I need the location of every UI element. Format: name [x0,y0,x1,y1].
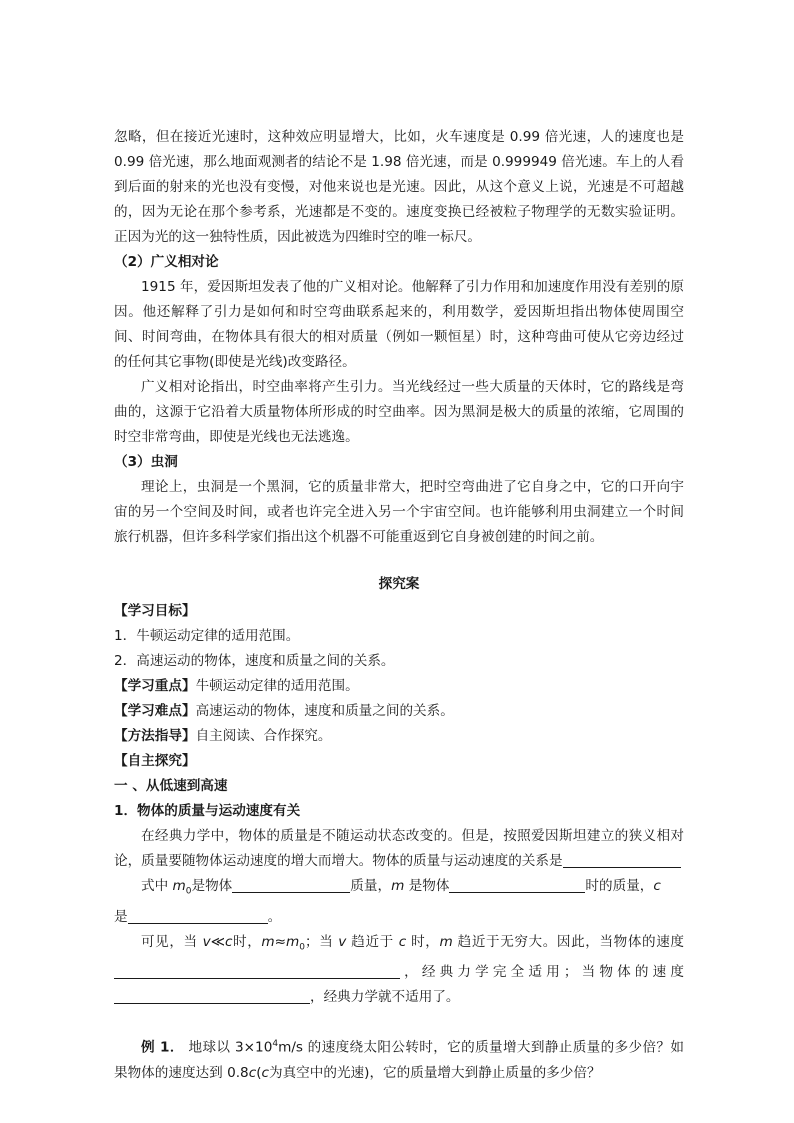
fill-text: 式中 [141,878,173,894]
example-text: 地球以 3×10 [183,1039,273,1056]
answer-blank-rest[interactable] [232,876,350,893]
condition-paragraph [114,930,684,1011]
example-text: 为真空中的光速)，它的质量增大到静止质量的多少倍？ [268,1064,601,1081]
example-text: m/s 的速度绕太阳公转时，它的质量增大到静止质量的多少倍？如果物体的速度达到 0.8 [114,1039,684,1081]
general-relativity-paragraph-1: 1915 年，爱因斯坦发表了他的广义相对论。他解释了引力作用和加速度作用没有差别的原因。他还解释了引力是如何和时空弯曲联系起来的，利用数学，爱因斯坦指出物体使周围空间、时间弯曲，在物体具有很大的相对质量（例如一颗恒星）时，这种弯曲可使从它旁边经过的任何其它事物(即使是光线)改变路径。 [114,279,684,370]
key-point-row [114,674,684,699]
answer-blank-c[interactable] [128,907,268,924]
subsection-1-title: 1．物体的质量与运动速度有关 [114,803,301,819]
cond-text: ≪ [210,933,225,950]
answer-blank-moving[interactable] [449,876,585,893]
answer-blank-relation[interactable] [563,851,681,868]
cond-text: ≈ [274,933,287,950]
fill-in-line-2 [114,874,684,905]
cond-text: ，经典力学就不适用了。 [310,989,460,1006]
method-row [114,724,684,749]
fill-in-line-3 [114,905,684,930]
var-c: c [653,878,661,894]
method-text: 自主阅读、合作探究。 [195,728,332,744]
cond-text: 趋近于无穷大。因此，当物体的速度 [452,933,684,950]
method-label: 【方法指导】 [114,728,196,744]
var-m: m [286,933,300,950]
var-v: v [202,933,211,950]
cond-text: 时， [406,933,440,950]
fill-text: 时的质量， [585,878,654,894]
section-title: 探究案 [378,576,420,592]
intro-paragraph: 忽略，但在接近光速时，这种效应明显增大，比如，火车速度是 0.99 倍光速，人的速度也是 0.99 倍光速，那么地面观测者的结论不是 1.98 倍光速，而是 0.999949 倍光速。车上的人看到后面的射来的光也没有变慢，对他来说也是光速。因此，从这个意义上说，光速是不可超越的，因为无论在那个参考系，光速都是不变的。速度变换已经被粒子物理学的无数实验证明。正因为光的这一独特性质，因此被选为四维时空的唯一标尺。 [114,129,684,245]
heading-wormhole: （3）虫洞 [114,454,178,470]
spacer [114,1010,684,1032]
var-v: v [338,933,347,950]
self-study-label: 【自主探究】 [114,753,196,769]
fill-text: 。 [267,908,282,925]
cond-text: ，经典力学完全适用；当物体的速度 [400,964,684,981]
answer-blank-high-speed[interactable] [114,987,310,1004]
var-m: m [391,878,405,894]
var-c: c [224,933,233,950]
cond-text: 时， [232,933,262,950]
fill-text: 是物体 [404,878,450,894]
document-body [114,125,684,1086]
fill-text: 是 [114,908,128,925]
cond-text: 可见，当 [141,933,203,950]
difficulty-row [114,699,684,724]
difficulty-text: 高速运动的物体，速度和质量之间的关系。 [195,703,454,719]
heading-general-relativity: （2）广义相对论 [114,254,219,270]
difficulty-label: 【学习难点】 [114,703,196,719]
var-m: m [261,933,275,950]
subscript-zero: 0 [185,886,192,897]
wormhole-paragraph: 理论上，虫洞是一个黑洞，它的质量非常大，把时空弯曲进了它自身之中，它的口开向宇宙的另一个空间及时间，或者也许完全进入另一个宇宙空间。也许能够利用虫洞建立一个时间旅行机器，但许多科学家们指出这个机器不可能重返到它自身被创建的时间之前。 [114,479,684,545]
key-point-text: 牛顿运动定律的适用范围。 [195,678,359,694]
part-1-title: 一 、从低速到高速 [114,778,228,794]
var-m: m [172,878,186,894]
var-c: c [248,1064,257,1081]
fill-text: 质量， [350,878,392,894]
mass-velocity-text: 在经典力学中，物体的质量是不随运动状态改变的。但是，按照爱因斯坦建立的狭义相对论，质量要随物体运动速度的增大而增大。物体的质量与运动速度的关系是 [114,828,684,869]
general-relativity-paragraph-2: 广义相对论指出，时空曲率将产生引力。当光线经过一些大质量的天体时，它的路线是弯曲的，这源于它沿着大质量物体所形成的时空曲率。因为黑洞是极大的质量的浓缩，它周围的时空非常弯曲，即使是光线也无法逃逸。 [114,379,684,445]
fill-text: 是物体 [191,878,233,894]
subscript-zero: 0 [299,942,306,953]
cond-text: ；当 [305,933,339,950]
var-c: c [261,1064,269,1081]
mass-velocity-paragraph [114,824,684,874]
cond-text: 趋近于 [346,933,399,950]
example-text: ( [256,1064,262,1081]
example-1 [114,1032,684,1086]
example-superscript: 4 [272,1039,279,1050]
learning-goal-item: 2．高速运动的物体，速度和质量之间的关系。 [114,653,395,669]
key-point-label: 【学习重点】 [114,678,196,694]
example-label: 例 1． [141,1039,184,1056]
learning-goal-item: 1．牛顿运动定律的适用范围。 [114,628,300,644]
var-c: c [398,933,407,950]
var-m: m [439,933,453,950]
learning-goals-label: 【学习目标】 [114,603,196,619]
answer-blank-low-speed[interactable] [114,962,400,979]
